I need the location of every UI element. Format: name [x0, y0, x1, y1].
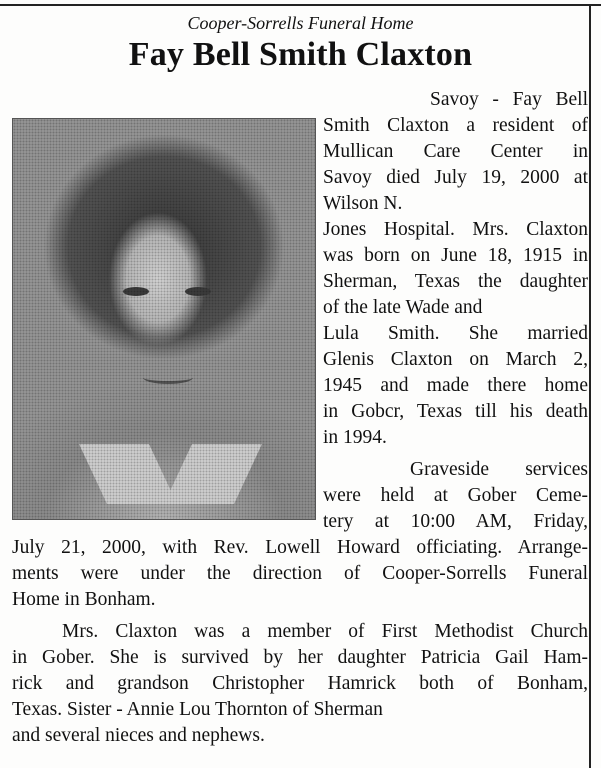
text-line: 1945 and made there home — [323, 375, 588, 396]
text-line: in Gobcr, Texas till his death — [323, 401, 588, 422]
text-line: ments were under the direction of Cooper-Sorrells Funeral — [12, 563, 588, 584]
photo-mouth — [143, 371, 193, 384]
text-line: Home in Bonham. — [12, 589, 156, 610]
text-line: rick and grandson Christopher Hamrick both of Bonham, — [12, 673, 588, 694]
text-line: in 1994. — [323, 427, 387, 448]
text-line: tery at 10:00 AM, Friday, — [323, 511, 588, 532]
text-line: Graveside services — [410, 459, 588, 480]
text-line: were held at Gober Ceme- — [323, 485, 588, 506]
text-line: of the late Wade and — [323, 297, 483, 318]
photo-eye-right — [185, 287, 211, 296]
photo-eye-left — [123, 287, 149, 296]
text-line: in Gober. She is survived by her daughter Patricia Gail Ham- — [12, 647, 588, 668]
text-line: Sherman, Texas the daughter — [323, 271, 588, 292]
text-line: Mrs. Claxton was a member of First Methodist Church — [62, 621, 588, 642]
portrait-photo — [12, 118, 316, 520]
text-line: and several nieces and nephews. — [12, 725, 265, 746]
funeral-home-heading: Cooper-Sorrells Funeral Home — [187, 13, 414, 33]
photo-collar-right — [164, 444, 262, 504]
text-line: Savoy died July 19, 2000 at — [323, 167, 588, 188]
text-line: Smith Claxton a resident of — [323, 115, 588, 136]
text-line: Lula Smith. She married — [323, 323, 588, 344]
obituary-name-headline: Fay Bell Smith Claxton — [128, 36, 473, 73]
text-line: Glenis Claxton on March 2, — [323, 349, 588, 370]
text-line: Texas. Sister - Annie Lou Thornton of Sherman — [12, 699, 383, 720]
text-line: Jones Hospital. Mrs. Claxton — [323, 219, 588, 240]
text-line: Wilson N. — [323, 193, 403, 214]
text-line: Mullican Care Center in — [323, 141, 588, 162]
clipping-edge-top — [0, 4, 601, 6]
text-line: July 21, 2000, with Rev. Lowell Howard officiating. Arrange- — [12, 537, 588, 558]
clipping-edge-right — [589, 4, 591, 768]
text-line: was born on June 18, 1915 in — [323, 245, 588, 266]
photo-collar-left — [79, 444, 177, 504]
text-line: Savoy - Fay Bell — [430, 89, 588, 110]
